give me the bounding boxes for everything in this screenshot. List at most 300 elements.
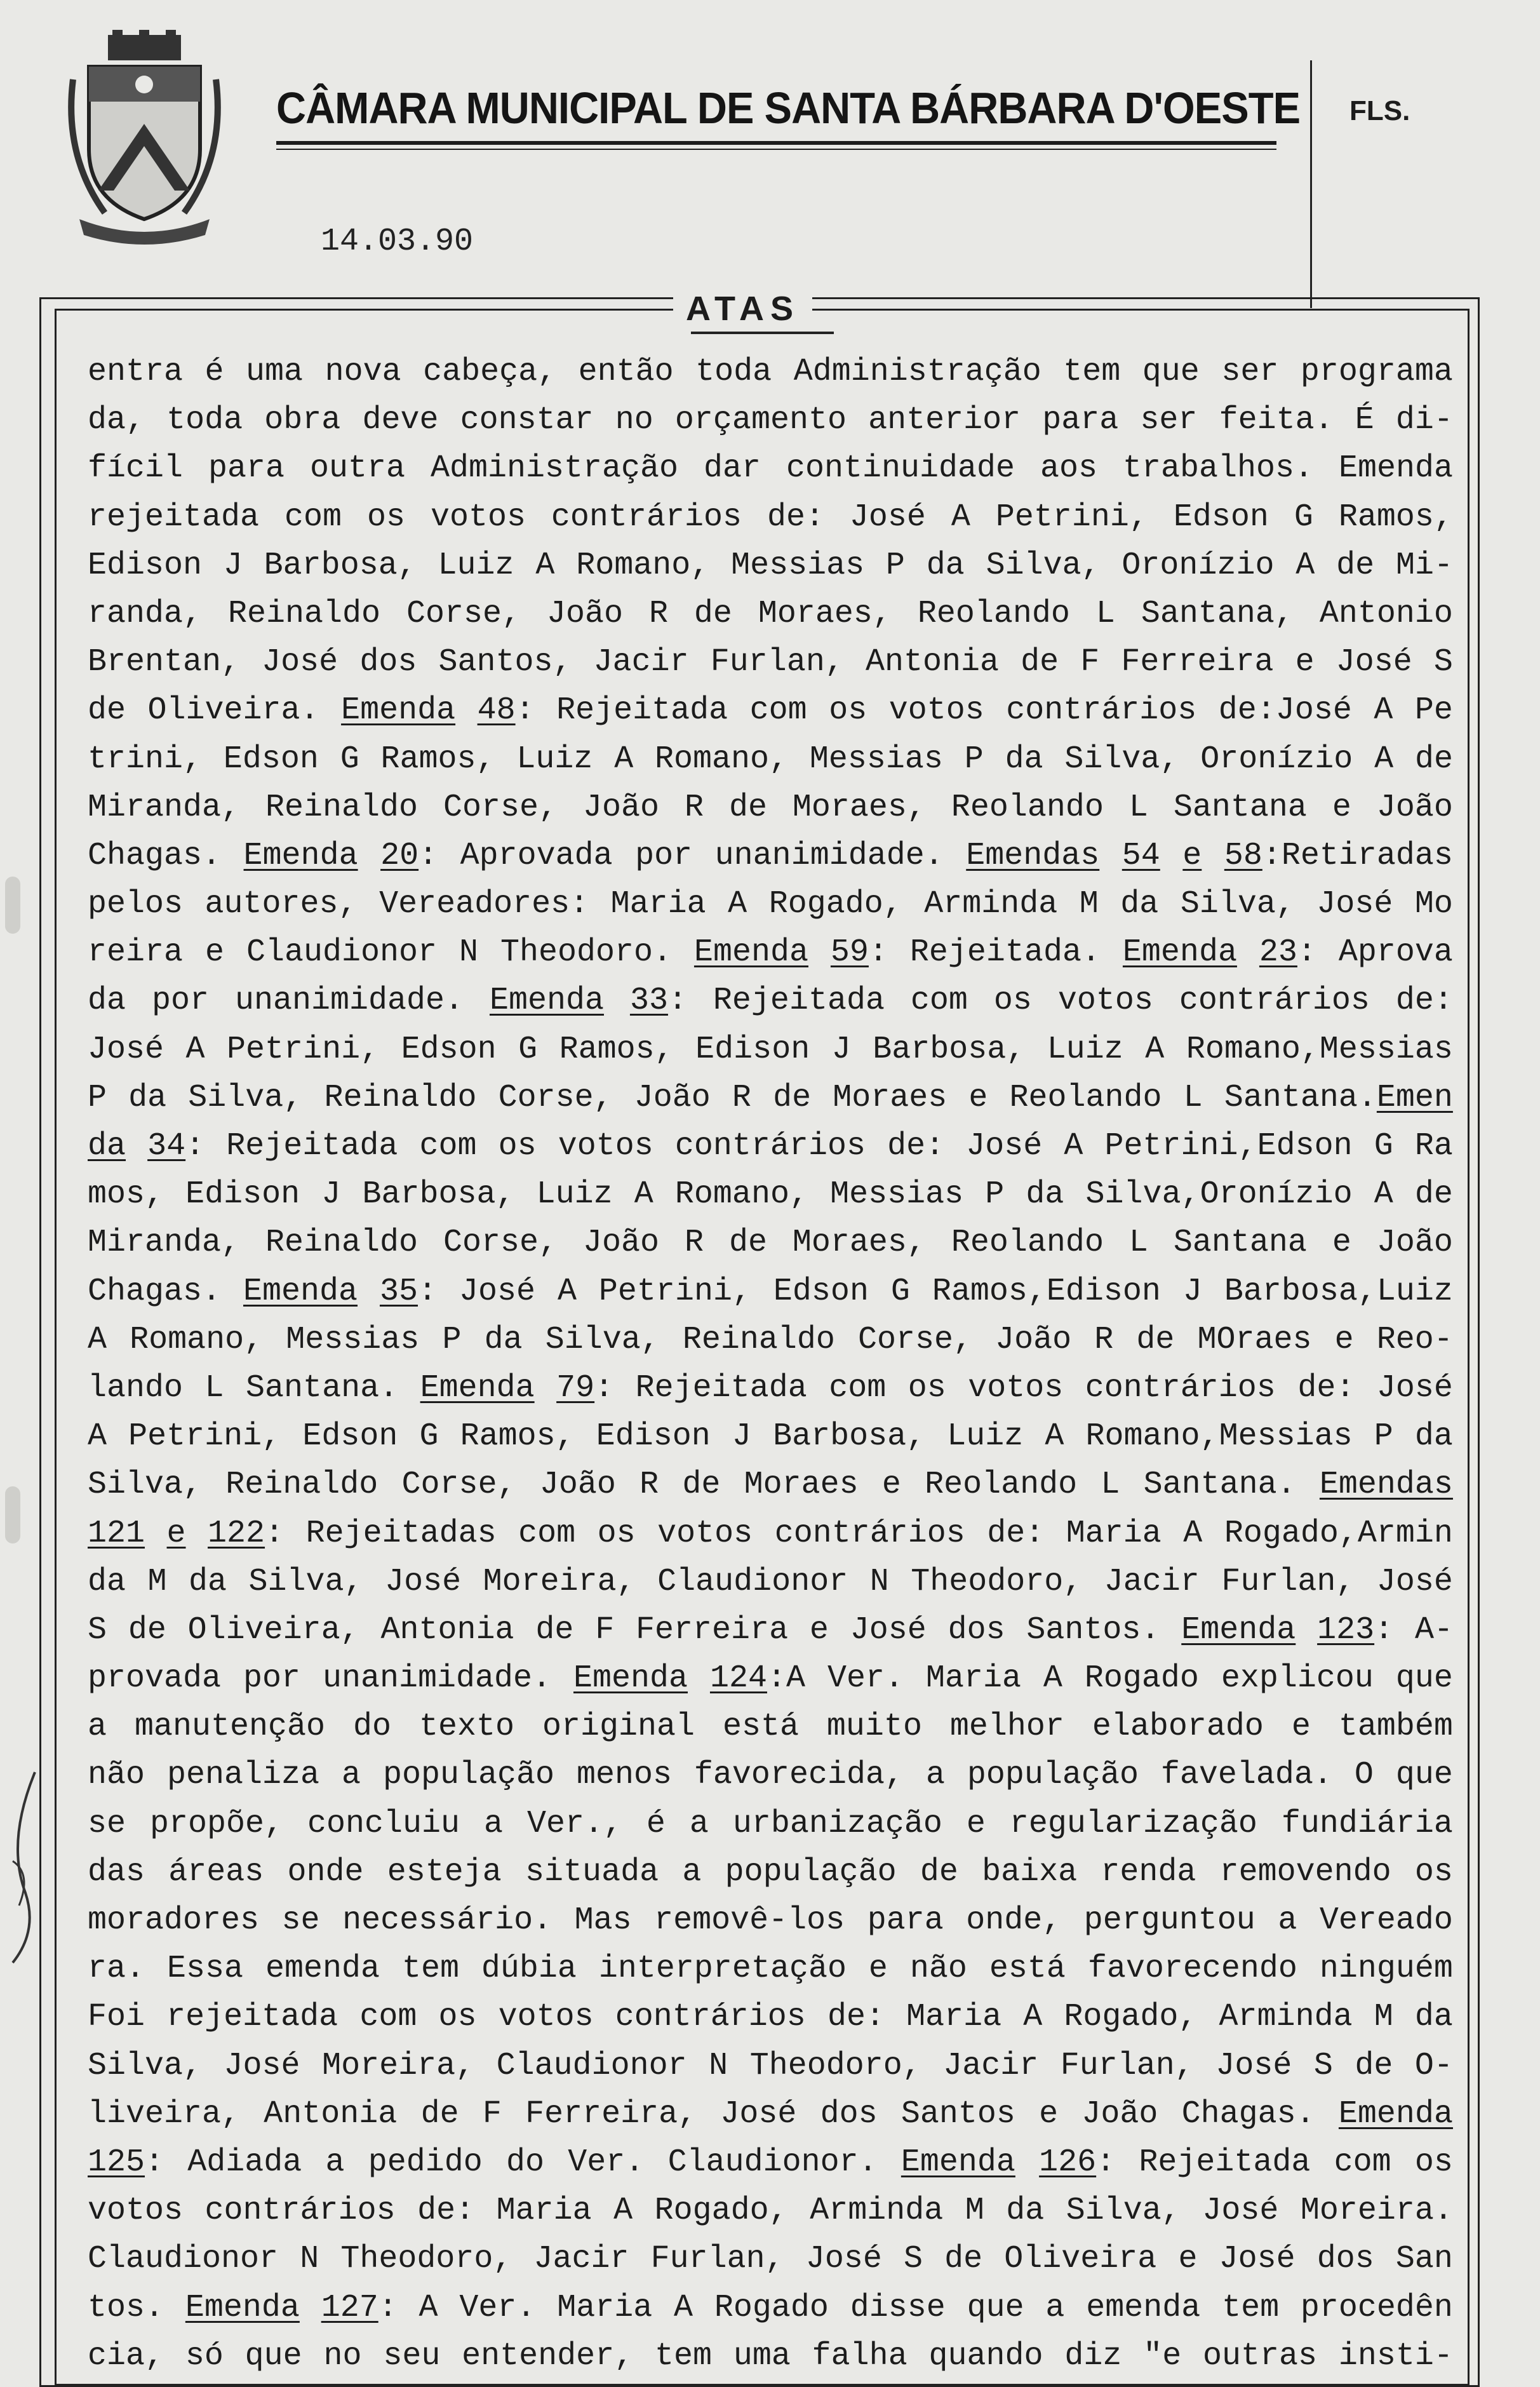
word-text: dar	[703, 450, 761, 487]
word-text: Silva,	[545, 1321, 660, 1358]
word-text: Petrini,	[995, 499, 1148, 535]
word-text: insti-	[1338, 2337, 1453, 2374]
word	[383, 2332, 440, 2381]
word	[431, 494, 526, 542]
word	[1178, 2235, 1197, 2283]
word	[438, 1993, 476, 2041]
word-text: O-	[1414, 2047, 1453, 2084]
word	[1039, 2139, 1115, 2187]
word-text: ser	[1140, 402, 1198, 439]
amendment-reference: 123	[1317, 1611, 1375, 1648]
word	[1005, 736, 1043, 784]
word-text: Moraes,	[792, 1225, 926, 1261]
word	[635, 832, 692, 880]
word	[694, 590, 732, 638]
word	[265, 784, 418, 832]
word-text: L	[1095, 595, 1115, 632]
word	[947, 1413, 1023, 1461]
word-text: Barbosa,	[264, 547, 417, 584]
word	[920, 1848, 958, 1897]
word-text: R	[648, 595, 668, 632]
word	[1104, 1558, 1200, 1606]
word-text: José	[805, 2241, 882, 2278]
word-text: se	[281, 1902, 320, 1939]
word-text: Rejeitada	[713, 983, 885, 1019]
word	[264, 396, 340, 445]
word	[1006, 687, 1196, 735]
word-text: Jacir	[943, 2047, 1039, 2084]
word	[1224, 1268, 1453, 1316]
word-text: :	[378, 2289, 398, 2326]
word-text: Antonio	[1319, 595, 1453, 632]
word-text: interpretação	[598, 1951, 847, 1987]
word	[551, 494, 742, 542]
word-text: Foi	[88, 1999, 145, 2036]
word-text: Romano,	[655, 741, 789, 777]
word-text: a	[925, 1757, 945, 1794]
word-text: Maria	[925, 1660, 1021, 1697]
minutes-body	[88, 348, 1453, 2381]
word-text: só	[185, 2337, 224, 2374]
word	[265, 1219, 418, 1267]
word	[1182, 2090, 1315, 2139]
amendment-reference: 125	[88, 2144, 145, 2181]
word-text: J	[831, 1031, 851, 1068]
word	[1355, 2042, 1393, 2090]
word	[1105, 1122, 1353, 1171]
word-text: está	[989, 1951, 1066, 1987]
word	[1301, 2284, 1453, 2332]
word	[300, 2235, 319, 2283]
word-text: por	[635, 837, 693, 874]
word-text: L	[1128, 1225, 1148, 1261]
word-text: Santos.	[1026, 1611, 1160, 1648]
word	[924, 880, 1057, 929]
word	[224, 2042, 300, 2090]
word	[908, 1364, 946, 1413]
word-text: de	[1021, 644, 1059, 681]
word-text: João	[1376, 1225, 1453, 1261]
word	[88, 832, 221, 880]
word-text: Corse,	[406, 595, 521, 632]
word	[1145, 1026, 1164, 1074]
word-text: unanimidade.	[322, 1660, 552, 1697]
word-text: Theodoro,	[749, 2047, 921, 2084]
word-text: das	[88, 1853, 145, 1890]
word	[668, 2139, 878, 2187]
word-text: provada	[88, 1660, 222, 1697]
word-text: de	[728, 1225, 767, 1261]
word-text: Oliveira	[1004, 2241, 1157, 2278]
word-text: José	[1336, 644, 1412, 681]
word-text: ninguém	[1319, 1951, 1453, 1987]
word	[1317, 2235, 1374, 2283]
word	[321, 1171, 340, 1219]
word	[1144, 1461, 1296, 1509]
word-text: San	[1395, 2241, 1453, 2278]
word	[1377, 1364, 1453, 1413]
word	[147, 1122, 204, 1171]
word-text: com	[1334, 2144, 1391, 2181]
word-text: João	[582, 789, 660, 826]
word-text: pelos	[88, 886, 184, 923]
amendment-reference: 23	[1259, 934, 1297, 971]
text-line	[88, 1897, 1453, 1945]
word-text: dos	[947, 1611, 1005, 1648]
word	[459, 2284, 535, 2332]
word-text: Chagas.	[1181, 2095, 1315, 2132]
word-text: Edison	[695, 1031, 810, 1068]
word	[558, 1122, 653, 1171]
word-text: removê-los	[654, 1902, 845, 1939]
word	[1086, 1413, 1353, 1461]
word-text: contrários	[615, 1999, 806, 2036]
word-text: Reolando	[1009, 1079, 1162, 1116]
word	[88, 1316, 107, 1364]
word	[733, 2332, 791, 2381]
word-text: Miranda,	[88, 1225, 241, 1261]
word	[944, 2235, 982, 2283]
word	[185, 2332, 224, 2381]
word	[88, 880, 183, 929]
word-text: baixa	[982, 1853, 1078, 1890]
word-text: J	[321, 1176, 341, 1213]
word-text: de:	[827, 1999, 885, 2036]
word	[613, 2187, 633, 2235]
word	[224, 736, 319, 784]
word	[1374, 736, 1393, 784]
word	[1224, 832, 1453, 880]
word-text: Petrini,	[227, 1031, 380, 1068]
word-text: Rejeitada.	[909, 934, 1101, 971]
word	[130, 1316, 263, 1364]
word-text: A	[951, 499, 970, 535]
word	[1026, 1606, 1160, 1655]
amendment-reference: 124	[709, 1660, 767, 1697]
word-text: G	[1294, 499, 1313, 535]
word-text: Mi-	[1395, 547, 1453, 584]
word	[1415, 1171, 1453, 1219]
word-text: Antonia	[865, 644, 1000, 681]
word	[401, 1026, 497, 1074]
text-line	[88, 784, 1453, 832]
word	[88, 929, 183, 977]
word-text: G	[890, 1273, 910, 1310]
word-text: dos	[1316, 2241, 1374, 2278]
word	[694, 929, 808, 977]
word	[1081, 2090, 1158, 2139]
word	[615, 396, 653, 445]
text-line	[88, 1364, 1453, 1413]
word	[832, 1026, 851, 1074]
amendment-reference: 54	[1122, 837, 1160, 874]
word	[812, 2332, 907, 2381]
word	[868, 396, 1021, 445]
word-text: A	[1374, 692, 1393, 729]
word-text: os	[438, 1999, 477, 2036]
word	[340, 736, 359, 784]
word	[1064, 1993, 1197, 2041]
word	[596, 1413, 711, 1461]
word	[88, 1751, 145, 1799]
word-text: de	[88, 692, 126, 729]
word	[655, 2332, 712, 2381]
word-text: renda	[1101, 1853, 1196, 1890]
word	[478, 687, 535, 735]
word	[227, 1026, 379, 1074]
word	[542, 1703, 695, 1751]
word-text: melhor	[949, 1709, 1064, 1745]
word-text: a	[1278, 1902, 1297, 1939]
word-text: José	[966, 1128, 1043, 1164]
word-text: a	[1433, 354, 1453, 390]
word-text: :	[1374, 1611, 1394, 1648]
word-text: emenda	[1086, 2289, 1201, 2326]
word-text: disse	[850, 2289, 946, 2326]
word-text: também	[1338, 1709, 1453, 1745]
word-text: Furlan,	[1221, 1563, 1355, 1600]
word-text: anterior	[868, 402, 1021, 439]
word	[968, 1364, 1063, 1413]
word-text: no	[615, 402, 653, 439]
text-line	[88, 445, 1453, 493]
word-text: explicou	[1221, 1660, 1374, 1697]
word	[556, 1364, 613, 1413]
word-text: Claudionor	[657, 1563, 848, 1600]
word-text: F	[595, 1611, 615, 1648]
word	[243, 1655, 300, 1703]
word-text: José	[224, 2047, 300, 2084]
word-text: :	[265, 1515, 285, 1552]
word	[380, 1268, 437, 1316]
amendment-reference: Emendas	[1319, 1467, 1453, 1503]
word	[185, 1171, 300, 1219]
word-text: Petrini,	[128, 1418, 281, 1455]
word-text: Ferreira	[636, 1611, 789, 1648]
word	[420, 1364, 535, 1413]
word-text: Moreira.	[1300, 2193, 1453, 2229]
amendment-reference: 48	[477, 692, 516, 729]
word-text: Jacir	[593, 644, 689, 681]
word-text: toda	[166, 402, 243, 439]
word	[710, 1655, 805, 1703]
word-text: Edson	[223, 741, 319, 777]
word-text: Ramos,	[559, 1031, 674, 1068]
word	[88, 494, 259, 542]
word-text: G	[518, 1031, 538, 1068]
word	[88, 2139, 164, 2187]
word-text: :	[667, 983, 687, 1019]
word	[525, 1848, 659, 1897]
word-text: a	[325, 2144, 345, 2181]
word-text: A-	[1414, 1611, 1453, 1648]
word	[1086, 2284, 1200, 2332]
word-text: Moraes	[833, 1079, 947, 1116]
word-text: Claudionor	[496, 2047, 687, 2084]
word	[1140, 396, 1197, 445]
word-text: A	[185, 1031, 205, 1068]
word-text: outra	[309, 450, 405, 487]
word-text: entender,	[462, 2337, 634, 2374]
word-text: Ramos,	[380, 741, 495, 777]
word-text: Miranda,	[88, 789, 241, 826]
word	[830, 1171, 963, 1219]
word	[208, 445, 285, 493]
word	[867, 1897, 944, 1945]
binder-hole	[5, 877, 20, 934]
word	[1058, 977, 1153, 1025]
word-text: da,	[88, 402, 145, 439]
word-text: se	[88, 1805, 126, 1842]
word	[226, 1122, 398, 1171]
word-text: que	[967, 2289, 1024, 2326]
word	[1334, 2139, 1391, 2187]
word-text: Antonia	[380, 1611, 514, 1648]
word-text: para	[208, 450, 285, 487]
word-text: S	[88, 1611, 107, 1648]
word-text: de	[1136, 1321, 1175, 1358]
word-text: os	[1414, 2144, 1453, 2181]
word	[150, 1800, 283, 1848]
word	[1355, 396, 1374, 445]
amendment-reference: 79	[556, 1369, 595, 1406]
word-text: é	[204, 354, 224, 390]
word	[725, 1848, 897, 1897]
word	[88, 1897, 259, 1945]
word	[951, 494, 970, 542]
word-text: não	[88, 1757, 145, 1794]
word-text: Edson	[302, 1418, 398, 1455]
word-text: esteja	[387, 1853, 502, 1890]
word-text: Chagas.	[88, 1273, 222, 1310]
word	[948, 1606, 1005, 1655]
word-text: elaborado	[1092, 1709, 1264, 1745]
word-text: Santos	[901, 2095, 1015, 2132]
word	[1301, 2187, 1453, 2235]
amendment-reference: Emenda	[573, 1660, 688, 1697]
word	[383, 1751, 554, 1799]
word	[245, 2332, 302, 2381]
text-line	[88, 590, 1453, 638]
word-text: Oronízio	[1122, 547, 1275, 584]
word-text: Petrini,	[598, 1273, 751, 1310]
word	[1086, 1171, 1353, 1219]
word-text: Reolando	[917, 595, 1070, 632]
word	[810, 1606, 829, 1655]
amendment-reference: 33	[629, 983, 668, 1019]
word	[228, 590, 380, 638]
word	[1396, 977, 1453, 1025]
word	[773, 1074, 811, 1122]
word	[88, 1219, 240, 1267]
word	[723, 1703, 799, 1751]
word	[675, 1122, 866, 1171]
word-text: A	[634, 1176, 653, 1213]
word-text: que	[1142, 354, 1200, 390]
word	[1219, 687, 1352, 735]
word	[611, 880, 706, 929]
word	[1320, 1945, 1453, 1993]
word-text: :	[1096, 2144, 1116, 2181]
word	[728, 880, 747, 929]
word-text: G	[1374, 1128, 1393, 1164]
text-line	[88, 1122, 1453, 1171]
word	[906, 1993, 1001, 2041]
word-text: R	[639, 1467, 659, 1503]
word	[873, 1026, 1025, 1074]
word-text: população	[382, 1757, 554, 1794]
word-text: feita.	[1219, 402, 1334, 439]
word-text: José	[720, 2095, 797, 2132]
word-text: uma	[733, 2337, 791, 2374]
word	[326, 2139, 345, 2187]
amendment-reference: Emenda	[901, 2144, 1015, 2181]
word	[577, 1751, 672, 1799]
word	[381, 736, 495, 784]
word-text: L	[204, 1369, 224, 1406]
word-text: obra	[264, 402, 341, 439]
word	[850, 2284, 946, 2332]
text-line	[88, 1316, 1453, 1364]
word	[1301, 348, 1453, 396]
word-text: Ramos,Edison	[932, 1273, 1161, 1310]
word	[831, 929, 888, 977]
word-text: é	[646, 1805, 666, 1842]
word	[733, 1800, 942, 1848]
word-text: Administração	[793, 354, 1041, 390]
text-line	[88, 880, 1453, 929]
word-text: Ra	[1414, 1128, 1453, 1164]
text-line	[88, 687, 1453, 735]
word	[918, 590, 1070, 638]
word	[1174, 494, 1269, 542]
word	[166, 396, 243, 445]
word	[951, 784, 1104, 832]
word	[205, 2187, 396, 2235]
word-text: Messias	[830, 1176, 964, 1213]
word	[614, 736, 633, 784]
word-text: emenda	[265, 1951, 380, 1987]
word-text: José	[459, 1273, 535, 1310]
word	[654, 1897, 845, 1945]
word	[419, 1122, 476, 1171]
word-text: dos	[359, 644, 417, 681]
word	[88, 1945, 145, 1993]
word	[1023, 1993, 1042, 2041]
word	[1220, 1848, 1391, 1897]
text-line	[88, 1413, 1453, 1461]
word-text: Ramos,	[460, 1418, 575, 1455]
word-text: tem	[1222, 2289, 1280, 2326]
word-text: a	[1045, 2289, 1065, 2326]
word-text: da	[189, 1563, 227, 1600]
word	[225, 1461, 378, 1509]
word-text: Reolando	[925, 1467, 1078, 1503]
word-text: José	[1202, 2193, 1279, 2229]
word-text: tem	[655, 2337, 713, 2374]
word	[1143, 2332, 1181, 2381]
word	[996, 494, 1148, 542]
word-text: Moraes	[744, 1467, 859, 1503]
word	[715, 832, 944, 880]
word	[827, 1655, 904, 1703]
word	[675, 1171, 808, 1219]
word-text: cia,	[88, 2337, 164, 2374]
word-text: Claudionor.	[667, 2144, 878, 2181]
word-text: Theodoro.	[500, 934, 672, 971]
word	[1184, 1074, 1203, 1122]
word	[1377, 784, 1453, 832]
